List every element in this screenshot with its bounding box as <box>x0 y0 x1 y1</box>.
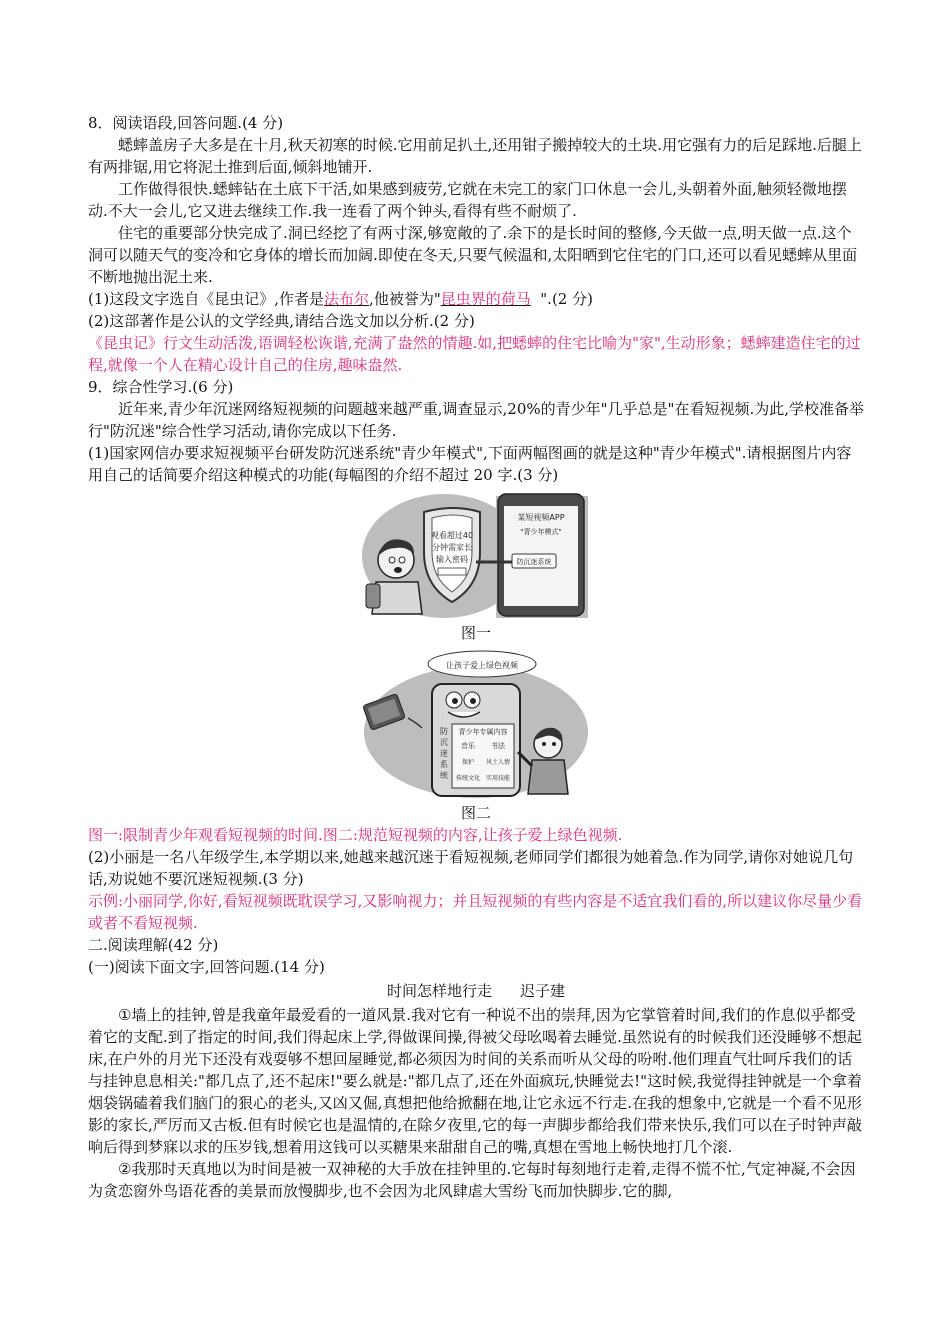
cell-3: 保护 <box>461 759 475 766</box>
q9-sub1-answer: 图一:限制青少年观看短视频的时间.图二:规范短视频的内容,让孩子爱上绿色视频. <box>88 826 623 844</box>
q9-intro: 近年来,青少年沉迷网络短视频的问题越来越严重,调查显示,20%的青少年"几乎总是"在看短视频.为此,学校准备举行"防沉迷"综合性学习活动,请你完成以下任务. <box>88 400 864 440</box>
q9-sub2: (2)小丽是一名八年级学生,本学期以来,她越来越沉迷于看短视频,老师同学们都很为她着急.作为同学,请你对她说几句话,劝说她不要沉迷短视频.(3 分) <box>88 848 854 888</box>
q8-paragraph-3: 住宅的重要部分快完成了.洞已经挖了有两寸深,够宽敞的了.余下的是长时间的整修,今天做一点,明天做一点.这个洞可以随天气的变冷和它身体的增长而加阔.即使在冬天,只要气候温和,太阳晒到它住宅的门口,还可以看见蟋蟀从里面不断地抛出泥土来. <box>88 224 858 286</box>
phone-character <box>432 684 520 796</box>
shield-text-2: 分钟需家长 <box>432 543 472 552</box>
side-char-2: 沉 <box>440 738 448 747</box>
q8-sub1-answer-author: 法布尔 <box>324 290 370 308</box>
q9-sub2-answer: 示例:小丽同学,你好,看短视频既耽误学习,又影响视力；并且短视频的有些内容是不适宜我们看的,所以建议你尽量少看或者不看短视频. <box>88 892 863 932</box>
figure-2-illustration <box>362 648 590 800</box>
q9-header: 9．综合性学习.(6 分) <box>88 378 234 396</box>
shield-text-3: 输入密码 <box>436 555 468 564</box>
paragraph-2-number: ② <box>118 1160 132 1178</box>
phone-button-label: 防沉迷系统 <box>516 558 552 566</box>
q8-sub1-suffix: ".(2 分) <box>530 290 593 308</box>
phone-app-title: 某短视频APP <box>517 513 565 522</box>
bubble-text: 让孩子爱上绿色视频 <box>446 661 518 670</box>
q8-sub1 <box>88 288 864 310</box>
side-char-3: 迷 <box>440 749 448 758</box>
figure-1-illustration <box>362 490 590 620</box>
paragraph-2-text: 我那时天真地以为时间是被一双神秘的大手放在挂钟里的.它每时每刻地行走着,走得不慌不忙,气定神凝,不会因为贪恋窗外鸟语花香的美景而放慢脚步,也不会因为北风肆虐大雪纷飞而加快脚步.它的脚, <box>88 1160 856 1200</box>
q8-header: 8．阅读语段,回答问题.(4 分) <box>88 114 284 132</box>
section2-sub-header: (一)阅读下面文字,回答问题.(14 分) <box>88 958 325 976</box>
cell-2: 书法 <box>491 742 505 750</box>
cell-5: 传统文化 <box>455 775 481 782</box>
screen-title: 青少年专属内容 <box>458 728 508 736</box>
article-paragraph-2 <box>88 1158 864 1202</box>
shield-text-1: 观看超过40 <box>430 531 474 540</box>
document-page <box>88 112 864 1202</box>
q8-sub1-middle: ,他被誉为" <box>369 290 441 308</box>
article-author: 迟子建 <box>520 982 566 1000</box>
side-char-4: 系 <box>440 760 448 769</box>
side-char-5: 统 <box>440 771 448 780</box>
article-title: 时间怎样地行走 <box>386 982 492 1000</box>
section2-header: 二.阅读理解(42 分) <box>88 936 219 954</box>
article-paragraph-1 <box>88 1004 864 1158</box>
q8-sub2: (2)这部著作是公认的文学经典,请结合选文加以分析.(2 分) <box>88 312 475 330</box>
q8-paragraph-1: 蟋蟀盖房子大多是在十月,秋天初寒的时候.它用前足扒土,还用钳子搬掉较大的土块.用它强有力的后足踩地.后腿上有两排锯,用它将泥土推到后面,倾斜地铺开. <box>88 136 862 176</box>
article-heading <box>88 980 864 1002</box>
cell-6: 实用技能 <box>485 775 511 782</box>
paragraph-1-number: ① <box>118 1006 132 1024</box>
q8-sub1-prefix: (1)这段文字选自《昆虫记》,作者是 <box>88 290 325 308</box>
figure-1-caption: 图一 <box>460 624 491 642</box>
figure-2-caption: 图二 <box>460 804 491 822</box>
q9-sub1: (1)国家网信办要求短视频平台研发防沉迷系统"青少年模式",下面两幅图画的就是这种"青少年模式".请根据图片内容用自己的话简要介绍这种模式的功能(每幅图的介绍不超过 20 字.(3 分) <box>88 444 852 484</box>
paragraph-1-text: 墙上的挂钟,曾是我童年最爱看的一道风景.我对它有一种说不出的崇拜,因为它掌管着时间,我们的作息似乎都受着它的支配.到了指定的时间,我们得起床上学,得做课间操,得被父母吆喝着去睡觉.虽然说有的时候我们还没睡够不想起床,在户外的月光下还没有戏耍够不想回屋睡觉,都必须因为时间的关系而听从父母的吩咐.他们理直气壮呵斥我们的话与挂钟息息相关:"都几点了,还不起床!"要么就是:"都几点了,还在外面疯玩,快睡觉去!"这时候,我觉得挂钟就是一个拿着烟袋锅磕着我们脑门的狠心的老头,又凶又倔,真想把他给掀翻在地,让它永远不行走.在我的想象中,它就是一个看不见形影的家长,严厉而又古板.但有时候它也是温情的,在除夕夜里,它的每一声脚步都给我们带来快乐,我们可以在子时钟声敲响后得到梦寐以求的压岁钱,想着用这钱可以买糖果来甜甜自己的嘴,真想在雪地上畅快地打几个滚. <box>88 1006 862 1156</box>
q8-sub1-answer-title: 昆虫界的荷马 <box>440 290 531 308</box>
cell-4: 风土人情 <box>485 759 511 766</box>
q8-sub2-answer: 《昆虫记》行文生动活泼,语调轻松诙谐,充满了盎然的情趣.如,把蟋蟀的住宅比喻为"家",生动形象；蟋蟀建造住宅的过程,就像一个人在精心设计自己的住房,趣味盎然. <box>88 334 861 374</box>
q8-paragraph-2: 工作做得很快.蟋蟀钻在土底下干活,如果感到疲劳,它就在未完工的家门口休息一会儿,头朝着外面,触须轻微地摆动.不大一会儿,它又进去继续工作.我一连看了两个钟头,看得有些不耐烦了. <box>88 180 847 220</box>
speech-bubble <box>428 651 536 677</box>
cell-1: 音乐 <box>461 742 475 750</box>
side-char-1: 防 <box>440 727 448 736</box>
phone-app-subtitle: "青少年模式" <box>520 528 562 536</box>
